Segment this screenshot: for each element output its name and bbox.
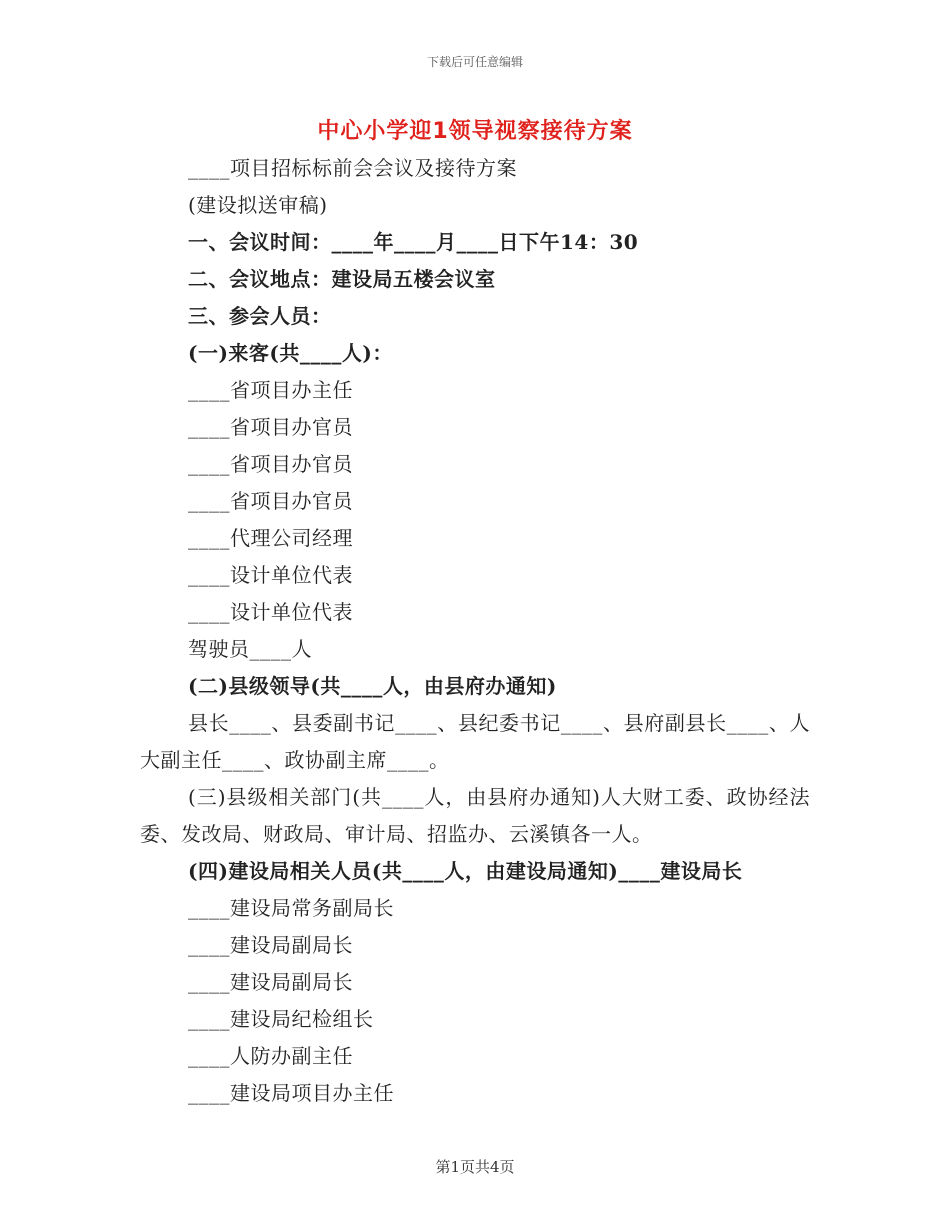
- list-item: ____建设局副局长: [188, 970, 353, 994]
- list-item: 驾驶员____人: [188, 637, 312, 661]
- line-meeting-time: 一、会议时间：____年____月____日下午14：30: [188, 230, 639, 254]
- list-item: ____建设局常务副局长: [188, 896, 394, 920]
- list-item: ____设计单位代表: [188, 600, 353, 624]
- list-item: ____建设局纪检组长: [188, 1007, 374, 1031]
- document-title: 中心小学迎1领导视察接待方案: [317, 119, 633, 144]
- list-item: ____省项目办官员: [188, 452, 353, 476]
- list-item: ____建设局项目办主任: [188, 1081, 394, 1105]
- list-item: ____省项目办主任: [188, 378, 353, 402]
- list-item: ____代理公司经理: [188, 526, 353, 550]
- list-item: ____建设局副局长: [188, 933, 353, 957]
- list-item: ____人防办副主任: [188, 1044, 353, 1068]
- line-draft-note: (建设拟送审稿): [188, 193, 328, 217]
- paragraph-county-departments: (三)县级相关部门(共____人，由县府办通知)人大财工委、政协经法委、发改局、财政局、审计局、招监办、云溪镇各一人。: [140, 785, 810, 846]
- page-number: 第1页共4页: [435, 1158, 515, 1176]
- line-guests-heading: (一)来客(共____人)：: [188, 341, 393, 365]
- line-project-heading: ____项目招标标前会会议及接待方案: [188, 156, 517, 180]
- list-item: ____省项目办官员: [188, 415, 353, 439]
- document-body: [140, 150, 810, 1112]
- header-note: 下载后可任意编辑: [426, 55, 523, 69]
- list-item: ____省项目办官员: [188, 489, 353, 513]
- line-meeting-location: 二、会议地点：建设局五楼会议室: [188, 267, 496, 291]
- line-attendees-heading: 三、参会人员：: [188, 304, 332, 328]
- paragraph-county-leaders: 县长____、县委副书记____、县纪委书记____、县府副县长____、人大副主任____、政协副主席____。: [140, 711, 810, 772]
- list-item: ____设计单位代表: [188, 563, 353, 587]
- line-county-leaders-heading: (二)县级领导(共____人，由县府办通知): [188, 674, 557, 698]
- line-bureau-heading: (四)建设局相关人员(共____人，由建设局通知)____建设局长: [188, 859, 743, 883]
